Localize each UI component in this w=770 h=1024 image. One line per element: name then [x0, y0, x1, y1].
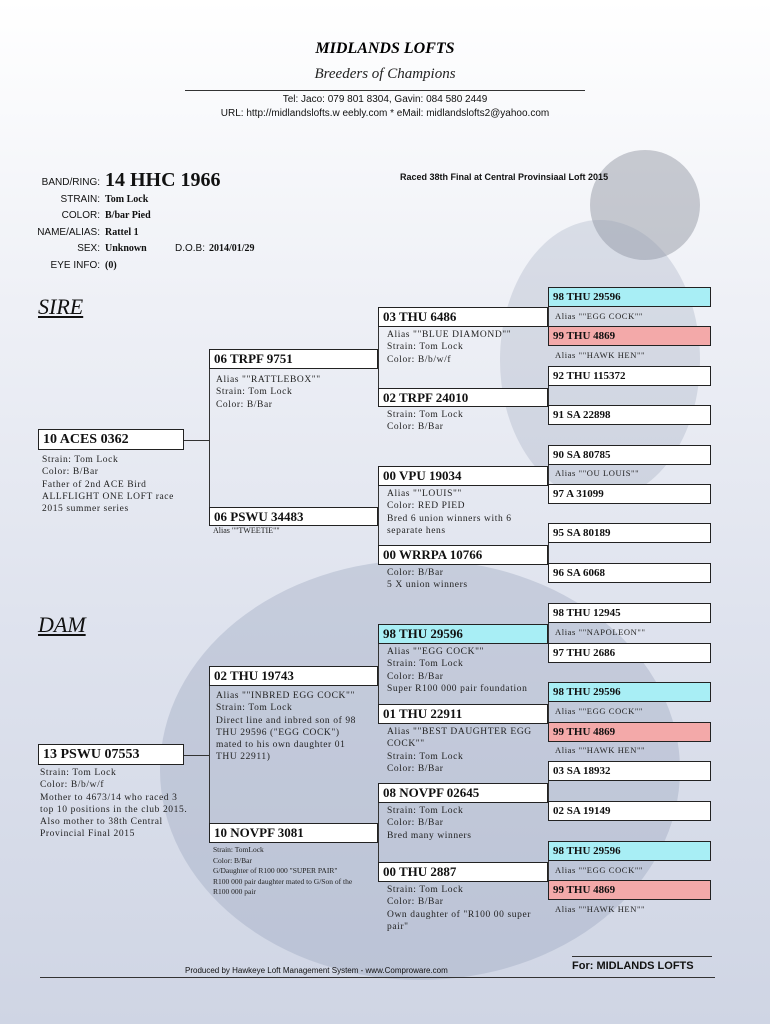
dam-sire-dam-sire-alias: Alias ""EGG COCK"": [555, 706, 643, 716]
connector: [378, 477, 379, 555]
sire-sire-details: Alias ""RATTLEBOX"" Strain: Tom Lock Color: B/Bar: [216, 375, 321, 410]
dam-heading: DAM: [38, 612, 86, 637]
footer-for: For: MIDLANDS LOFTS: [572, 960, 694, 972]
dam-sire-dam-details: Alias ""BEST DAUGHTER EGG COCK"" Strain: Tom Lock Color: B/Bar: [387, 727, 532, 774]
sire-dam-dam-details: Color: B/Bar 5 X union winners: [387, 568, 468, 591]
sire-dam-sire-dam-ring: 97 A 31099: [548, 484, 711, 504]
footer-signature-line: [572, 956, 712, 957]
strain-value: Tom Lock: [105, 194, 149, 205]
sire-dam-dam-dam-ring: 96 SA 6068: [548, 563, 711, 583]
sire-dam-dam-ring: 00 WRRPA 10766: [378, 545, 548, 565]
strain-label: STRAIN:: [60, 194, 100, 205]
sex-value: Unknown: [105, 243, 147, 254]
sire-sire-sire-dam-alias: Alias ""HAWK HEN"": [555, 350, 646, 360]
race-result: Raced 38th Final at Central Provinsiaal Loft 2015: [400, 172, 609, 182]
contact-phone: Tel: Jaco: 079 801 8304, Gavin: 084 580 2449: [282, 94, 488, 105]
band-value: 14 HHC 1966: [105, 169, 221, 191]
sire-sire-sire-sire-alias: Alias ""EGG COCK"": [555, 311, 643, 321]
connector: [378, 793, 379, 872]
sire-sire-dam-dam-ring: 91 SA 22898: [548, 405, 711, 425]
dam-dam-sire-dam-ring: 02 SA 19149: [548, 801, 711, 821]
dam-dam-sire-sire-ring: 03 SA 18932: [548, 761, 711, 781]
sire-ring: 10 ACES 0362: [38, 429, 184, 450]
sire-sire-sire-ring: 03 THU 6486: [378, 307, 548, 327]
footer-divider: [40, 977, 715, 978]
connector: [378, 317, 379, 397]
sire-dam-sire-sire-alias: Alias ""OU LOUIS"": [555, 468, 640, 478]
contact-url-email: URL: http://midlandslofts.w eebly.com * eMail: midlandslofts2@yahoo.com: [220, 108, 550, 119]
sire-sire-sire-sire-ring: 98 THU 29596: [548, 287, 711, 307]
dam-dam-dam-dam-ring: 99 THU 4869: [548, 880, 711, 900]
dam-dam-dam-dam-alias: Alias ""HAWK HEN"": [555, 904, 646, 914]
connector: [209, 359, 210, 515]
eye-value: (0): [105, 260, 117, 271]
dam-sire-ring: 02 THU 19743: [209, 666, 378, 686]
dam-ring: 13 PSWU 07553: [38, 744, 184, 765]
color-value: B/bar Pied: [105, 210, 151, 221]
dam-dam-details: Strain: TomLock Color: B/Bar G/Daughter of R100 000 "SUPER PAIR" R100 000 pair daughter mated to G/Son of the R100 000 pair: [213, 845, 353, 896]
connector: [209, 676, 210, 833]
dam-sire-dam-sire-ring: 98 THU 29596: [548, 682, 711, 702]
name-value: Rattel 1: [105, 227, 139, 238]
band-label: BAND/RING:: [41, 177, 100, 188]
dob-value: 2014/01/29: [209, 243, 255, 254]
sire-dam-details: Alias ""TWEETIE"": [213, 526, 280, 535]
eye-label: EYE INFO:: [50, 260, 100, 271]
dam-sire-sire-details: Alias ""EGG COCK"" Strain: Tom Lock Color: B/Bar Super R100 000 pair foundation: [387, 647, 528, 694]
sire-dam-dam-sire-ring: 95 SA 80189: [548, 523, 711, 543]
header-divider: [185, 90, 585, 91]
sire-sire-dam-sire-ring: 92 THU 115372: [548, 366, 711, 386]
dam-dam-dam-details: Strain: Tom Lock Color: B/Bar Own daughter of "R100 00 super pair": [387, 885, 532, 932]
sire-sire-dam-details: Strain: Tom Lock Color: B/Bar: [387, 410, 464, 433]
dam-sire-sire-sire-alias: Alias ""NAPOLEON"": [555, 627, 646, 637]
sex-label: SEX:: [77, 243, 100, 254]
sire-dam-sire-ring: 00 VPU 19034: [378, 466, 548, 486]
sire-heading: SIRE: [38, 294, 84, 319]
sire-dam-sire-details: Alias ""LOUIS"" Color: RED PIED Bred 6 union winners with 6 separate hens: [387, 489, 512, 536]
connector: [378, 634, 379, 714]
dam-dam-dam-sire-ring: 98 THU 29596: [548, 841, 711, 861]
dam-dam-sire-ring: 08 NOVPF 02645: [378, 783, 548, 803]
dam-sire-details: Alias ""INBRED EGG COCK"" Strain: Tom Lock Direct line and inbred son of 98 THU 29596 ("EGG COCK") mated to his own daughter 01 THU 22911): [216, 691, 357, 763]
sire-sire-sire-dam-ring: 99 THU 4869: [548, 326, 711, 346]
dob-label: D.O.B:: [175, 243, 206, 254]
footer-produced: Produced by Hawkeye Loft Management System - www.Comproware.com: [185, 966, 448, 975]
sire-dam-sire-sire-ring: 90 SA 80785: [548, 445, 711, 465]
color-label: COLOR:: [61, 210, 100, 221]
dam-dam-ring: 10 NOVPF 3081: [209, 823, 378, 843]
dam-details: Strain: Tom Lock Color: B/b/w/f Mother to 4673/14 who raced 3 top 10 positions in the club 2015. Also mother to 38th Central Provincial Final 2015: [40, 768, 188, 840]
connector: [184, 440, 209, 441]
dam-sire-dam-ring: 01 THU 22911: [378, 704, 548, 724]
sire-sire-dam-ring: 02 TRPF 24010: [378, 388, 548, 407]
loft-subtitle: Breeders of Champions: [314, 66, 456, 82]
sire-sire-sire-details: Alias ""BLUE DIAMOND"" Strain: Tom Lock Color: B/b/w/f: [387, 330, 512, 365]
dam-sire-dam-dam-alias: Alias ""HAWK HEN"": [555, 745, 646, 755]
dam-dam-dam-ring: 00 THU 2887: [378, 862, 548, 882]
dam-sire-dam-dam-ring: 99 THU 4869: [548, 722, 711, 742]
dam-sire-sire-dam-ring: 97 THU 2686: [548, 643, 711, 663]
sire-sire-ring: 06 TRPF 9751: [209, 349, 378, 369]
dam-dam-dam-sire-alias: Alias ""EGG COCK"": [555, 865, 643, 875]
connector: [184, 755, 209, 756]
sire-details: Strain: Tom Lock Color: B/Bar Father of 2nd ACE Bird ALLFLIGHT ONE LOFT race 2015 summer series: [42, 455, 174, 515]
loft-title: MIDLANDS LOFTS: [315, 40, 455, 57]
dam-dam-sire-details: Strain: Tom Lock Color: B/Bar Bred many winners: [387, 806, 472, 841]
dam-sire-sire-ring: 98 THU 29596: [378, 624, 548, 644]
sire-dam-ring: 06 PSWU 34483: [209, 507, 378, 526]
dam-sire-sire-sire-ring: 98 THU 12945: [548, 603, 711, 623]
name-label: NAME/ALIAS:: [37, 227, 100, 238]
